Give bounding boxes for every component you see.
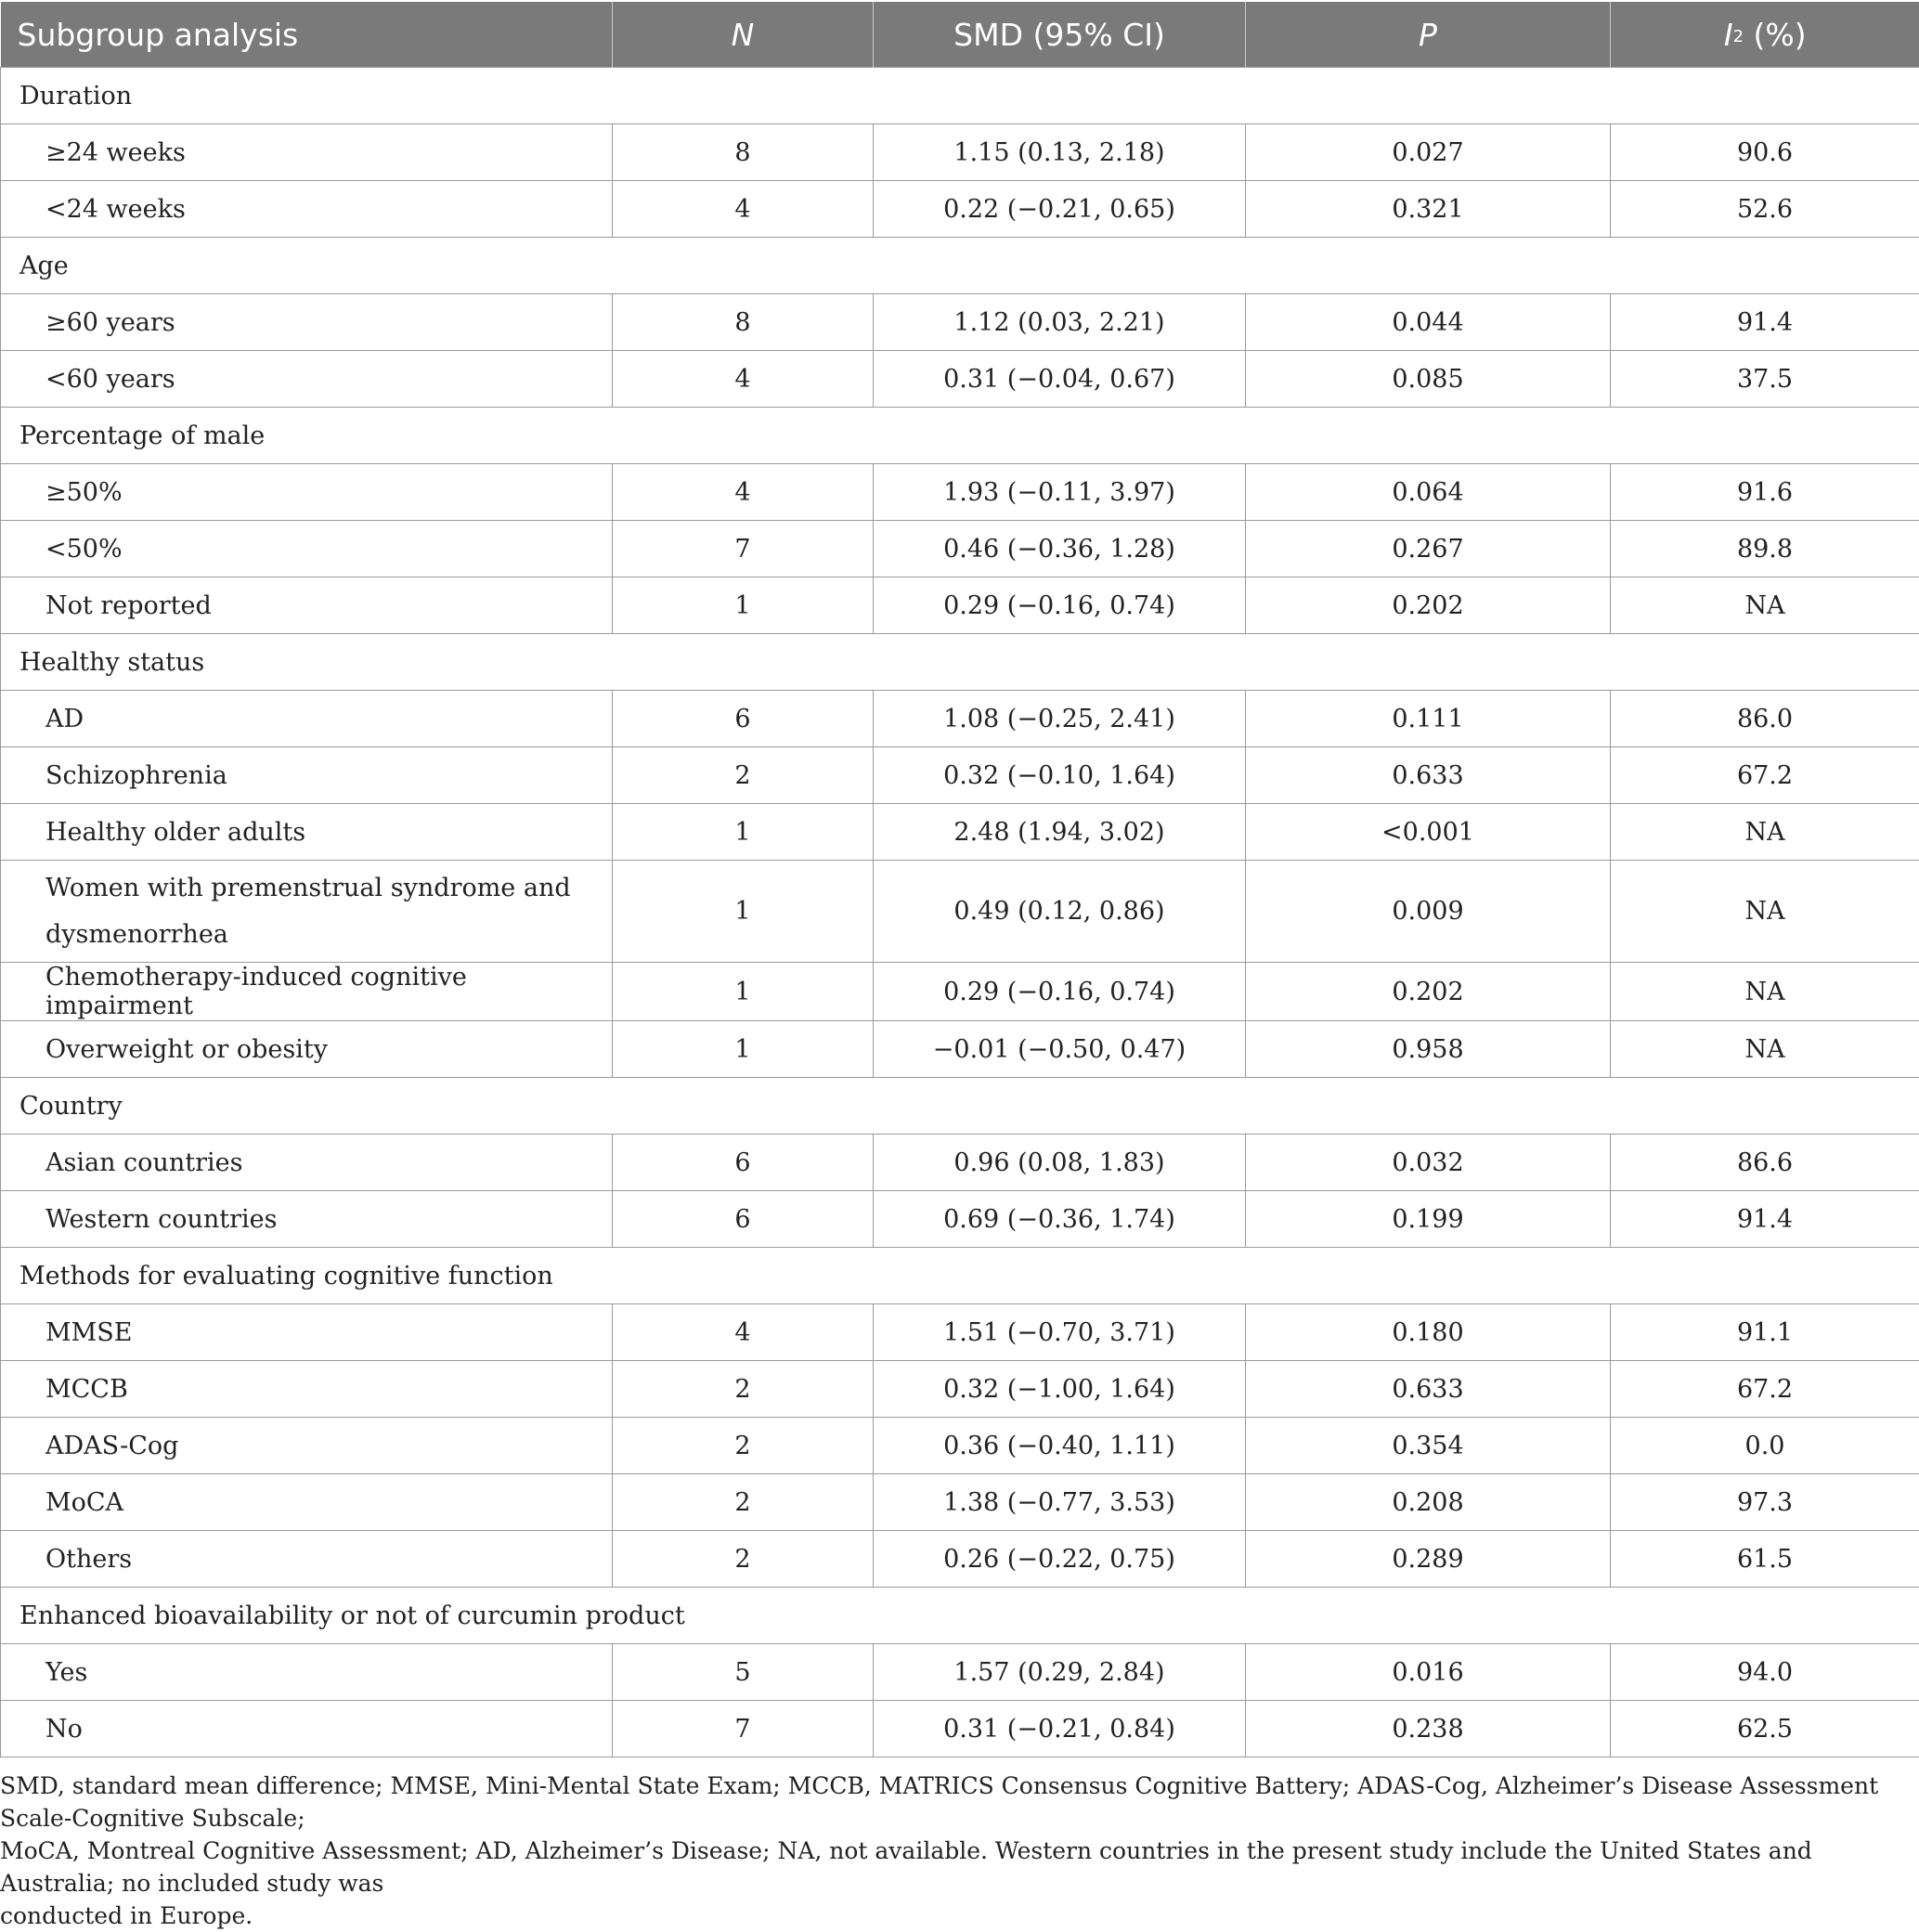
row-label: Not reported xyxy=(1,577,613,634)
group-title: Country xyxy=(1,1078,1919,1135)
header-row xyxy=(1,2,1919,68)
cell-p: 0.208 xyxy=(1246,1474,1611,1531)
group-header-row xyxy=(1,238,1919,294)
footnote-line-3: conducted in Europe. xyxy=(0,1902,253,1929)
cell-i2: 86.6 xyxy=(1611,1135,1919,1191)
row-label: <60 years xyxy=(1,351,613,408)
cell-i2: 91.6 xyxy=(1611,464,1919,521)
row-label xyxy=(1,861,613,963)
cell-n: 7 xyxy=(613,521,874,577)
cell-n: 8 xyxy=(613,124,874,181)
group-title: Healthy status xyxy=(1,634,1919,691)
cell-p: 0.958 xyxy=(1246,1021,1611,1078)
cell-p: 0.267 xyxy=(1246,521,1611,577)
cell-p: 0.321 xyxy=(1246,181,1611,238)
row-label: ≥24 weeks xyxy=(1,124,613,181)
cell-p: 0.009 xyxy=(1246,861,1611,963)
cell-smd: 0.29 (−0.16, 0.74) xyxy=(874,963,1246,1021)
cell-smd: 1.93 (−0.11, 3.97) xyxy=(874,464,1246,521)
cell-n: 7 xyxy=(613,1701,874,1757)
cell-smd: 0.22 (−0.21, 0.65) xyxy=(874,181,1246,238)
table-row xyxy=(1,963,1919,1021)
cell-n: 1 xyxy=(613,1021,874,1078)
table-row xyxy=(1,1021,1919,1078)
table-row xyxy=(1,1304,1919,1361)
cell-smd: 0.36 (−0.40, 1.11) xyxy=(874,1418,1246,1474)
cell-i2: 52.6 xyxy=(1611,181,1919,238)
row-label: Western countries xyxy=(1,1191,613,1248)
table-row xyxy=(1,804,1919,861)
cell-n: 2 xyxy=(613,747,874,804)
row-label: Overweight or obesity xyxy=(1,1021,613,1078)
cell-smd: 1.38 (−0.77, 3.53) xyxy=(874,1474,1246,1531)
cell-n: 2 xyxy=(613,1531,874,1588)
header-smd: SMD (95% CI) xyxy=(874,2,1246,68)
group-header-row xyxy=(1,1588,1919,1644)
table-footnote xyxy=(0,1770,1903,1932)
header-i2-unit: (%) xyxy=(1744,17,1807,53)
cell-smd: −0.01 (−0.50, 0.47) xyxy=(874,1021,1246,1078)
header-i2-superscript: 2 xyxy=(1733,27,1744,46)
table-row xyxy=(1,747,1919,804)
table-row xyxy=(1,1418,1919,1474)
cell-i2: NA xyxy=(1611,1021,1919,1078)
cell-p: 0.202 xyxy=(1246,577,1611,634)
cell-p: 0.289 xyxy=(1246,1531,1611,1588)
cell-i2: NA xyxy=(1611,963,1919,1021)
row-label: ≥60 years xyxy=(1,294,613,351)
cell-p: 0.016 xyxy=(1246,1644,1611,1701)
row-label: Asian countries xyxy=(1,1135,613,1191)
cell-n: 1 xyxy=(613,577,874,634)
cell-p: <0.001 xyxy=(1246,804,1611,861)
cell-i2: 62.5 xyxy=(1611,1701,1919,1757)
group-title: Duration xyxy=(1,68,1919,124)
cell-i2: 67.2 xyxy=(1611,747,1919,804)
row-label: No xyxy=(1,1701,613,1757)
table-row xyxy=(1,1644,1919,1701)
cell-smd: 0.32 (−1.00, 1.64) xyxy=(874,1361,1246,1418)
table-row xyxy=(1,521,1919,577)
group-title: Age xyxy=(1,238,1919,294)
table-row xyxy=(1,124,1919,181)
cell-n: 1 xyxy=(613,963,874,1021)
header-n: N xyxy=(613,2,874,68)
cell-smd: 0.49 (0.12, 0.86) xyxy=(874,861,1246,963)
row-label: MCCB xyxy=(1,1361,613,1418)
cell-smd: 1.12 (0.03, 2.21) xyxy=(874,294,1246,351)
cell-p: 0.180 xyxy=(1246,1304,1611,1361)
cell-n: 4 xyxy=(613,181,874,238)
table-header xyxy=(1,2,1919,68)
row-label: Others xyxy=(1,1531,613,1588)
group-title: Enhanced bioavailability or not of curcumin product xyxy=(1,1588,1919,1644)
cell-n: 6 xyxy=(613,1191,874,1248)
table-row xyxy=(1,1531,1919,1588)
cell-i2: NA xyxy=(1611,861,1919,963)
cell-smd: 0.69 (−0.36, 1.74) xyxy=(874,1191,1246,1248)
cell-i2: 91.1 xyxy=(1611,1304,1919,1361)
cell-smd: 1.15 (0.13, 2.18) xyxy=(874,124,1246,181)
cell-i2: 37.5 xyxy=(1611,351,1919,408)
row-label: MMSE xyxy=(1,1304,613,1361)
cell-p: 0.354 xyxy=(1246,1418,1611,1474)
row-label: Chemotherapy-induced cognitive impairment xyxy=(1,963,613,1021)
table-row xyxy=(1,181,1919,238)
table-row xyxy=(1,1701,1919,1757)
table-row xyxy=(1,1135,1919,1191)
row-label: Yes xyxy=(1,1644,613,1701)
table-row xyxy=(1,1474,1919,1531)
cell-n: 8 xyxy=(613,294,874,351)
cell-n: 4 xyxy=(613,351,874,408)
footnote-line-1: SMD, standard mean difference; MMSE, Mini-Mental State Exam; MCCB, MATRICS Consensus Cognitive Battery; ADAS-Cog, Alzheimer’s Disease Assessment Scale-Cognitive Subscale; xyxy=(0,1772,1878,1832)
cell-p: 0.064 xyxy=(1246,464,1611,521)
cell-i2: NA xyxy=(1611,804,1919,861)
cell-i2: 67.2 xyxy=(1611,1361,1919,1418)
cell-p: 0.633 xyxy=(1246,747,1611,804)
group-header-row xyxy=(1,634,1919,691)
row-label: MoCA xyxy=(1,1474,613,1531)
cell-smd: 1.08 (−0.25, 2.41) xyxy=(874,691,1246,747)
cell-i2: NA xyxy=(1611,577,1919,634)
cell-smd: 0.31 (−0.04, 0.67) xyxy=(874,351,1246,408)
cell-n: 6 xyxy=(613,1135,874,1191)
cell-p: 0.111 xyxy=(1246,691,1611,747)
group-header-row xyxy=(1,68,1919,124)
cell-n: 4 xyxy=(613,464,874,521)
row-label: <24 weeks xyxy=(1,181,613,238)
cell-i2: 86.0 xyxy=(1611,691,1919,747)
cell-smd: 0.29 (−0.16, 0.74) xyxy=(874,577,1246,634)
header-p: P xyxy=(1246,2,1611,68)
cell-p: 0.238 xyxy=(1246,1701,1611,1757)
table-body xyxy=(1,68,1919,1757)
row-label: <50% xyxy=(1,521,613,577)
cell-n: 4 xyxy=(613,1304,874,1361)
row-label: ≥50% xyxy=(1,464,613,521)
cell-p: 0.202 xyxy=(1246,963,1611,1021)
table-row xyxy=(1,861,1919,963)
cell-i2: 91.4 xyxy=(1611,294,1919,351)
cell-i2: 94.0 xyxy=(1611,1644,1919,1701)
header-i2 xyxy=(1611,2,1919,68)
cell-smd: 0.26 (−0.22, 0.75) xyxy=(874,1531,1246,1588)
cell-i2: 89.8 xyxy=(1611,521,1919,577)
cell-p: 0.027 xyxy=(1246,124,1611,181)
group-title: Percentage of male xyxy=(1,408,1919,464)
table-row xyxy=(1,691,1919,747)
subgroup-analysis-table xyxy=(0,2,1919,1757)
table-row xyxy=(1,1361,1919,1418)
cell-smd: 0.96 (0.08, 1.83) xyxy=(874,1135,1246,1191)
cell-n: 5 xyxy=(613,1644,874,1701)
cell-smd: 0.32 (−0.10, 1.64) xyxy=(874,747,1246,804)
cell-p: 0.633 xyxy=(1246,1361,1611,1418)
cell-p: 0.085 xyxy=(1246,351,1611,408)
cell-i2: 90.6 xyxy=(1611,124,1919,181)
cell-smd: 2.48 (1.94, 3.02) xyxy=(874,804,1246,861)
cell-n: 2 xyxy=(613,1474,874,1531)
row-label-line-2: dysmenorrhea xyxy=(45,920,228,949)
table-row xyxy=(1,351,1919,408)
cell-i2: 0.0 xyxy=(1611,1418,1919,1474)
group-title: Methods for evaluating cognitive function xyxy=(1,1248,1919,1304)
header-i2-letter: I xyxy=(1724,17,1733,53)
table-row xyxy=(1,294,1919,351)
cell-smd: 0.31 (−0.21, 0.84) xyxy=(874,1701,1246,1757)
cell-i2: 61.5 xyxy=(1611,1531,1919,1588)
cell-p: 0.199 xyxy=(1246,1191,1611,1248)
table-row xyxy=(1,464,1919,521)
row-label: Healthy older adults xyxy=(1,804,613,861)
group-header-row xyxy=(1,1248,1919,1304)
table-row xyxy=(1,577,1919,634)
group-header-row xyxy=(1,1078,1919,1135)
cell-smd: 0.46 (−0.36, 1.28) xyxy=(874,521,1246,577)
cell-smd: 1.57 (0.29, 2.84) xyxy=(874,1644,1246,1701)
cell-n: 1 xyxy=(613,861,874,963)
row-label: AD xyxy=(1,691,613,747)
cell-i2: 91.4 xyxy=(1611,1191,1919,1248)
cell-p: 0.044 xyxy=(1246,294,1611,351)
footnote-line-2: MoCA, Montreal Cognitive Assessment; AD, Alzheimer’s Disease; NA, not available. Western countries in the present study include the United States and Australia; no included study was xyxy=(0,1837,1812,1897)
cell-p: 0.032 xyxy=(1246,1135,1611,1191)
table-row xyxy=(1,1191,1919,1248)
row-label-line-1: Women with premenstrual syndrome and xyxy=(45,874,571,902)
cell-i2: 97.3 xyxy=(1611,1474,1919,1531)
cell-n: 6 xyxy=(613,691,874,747)
group-header-row xyxy=(1,408,1919,464)
cell-n: 2 xyxy=(613,1361,874,1418)
cell-n: 2 xyxy=(613,1418,874,1474)
cell-smd: 1.51 (−0.70, 3.71) xyxy=(874,1304,1246,1361)
row-label: ADAS-Cog xyxy=(1,1418,613,1474)
row-label: Schizophrenia xyxy=(1,747,613,804)
header-subgroup: Subgroup analysis xyxy=(1,2,613,68)
cell-n: 1 xyxy=(613,804,874,861)
